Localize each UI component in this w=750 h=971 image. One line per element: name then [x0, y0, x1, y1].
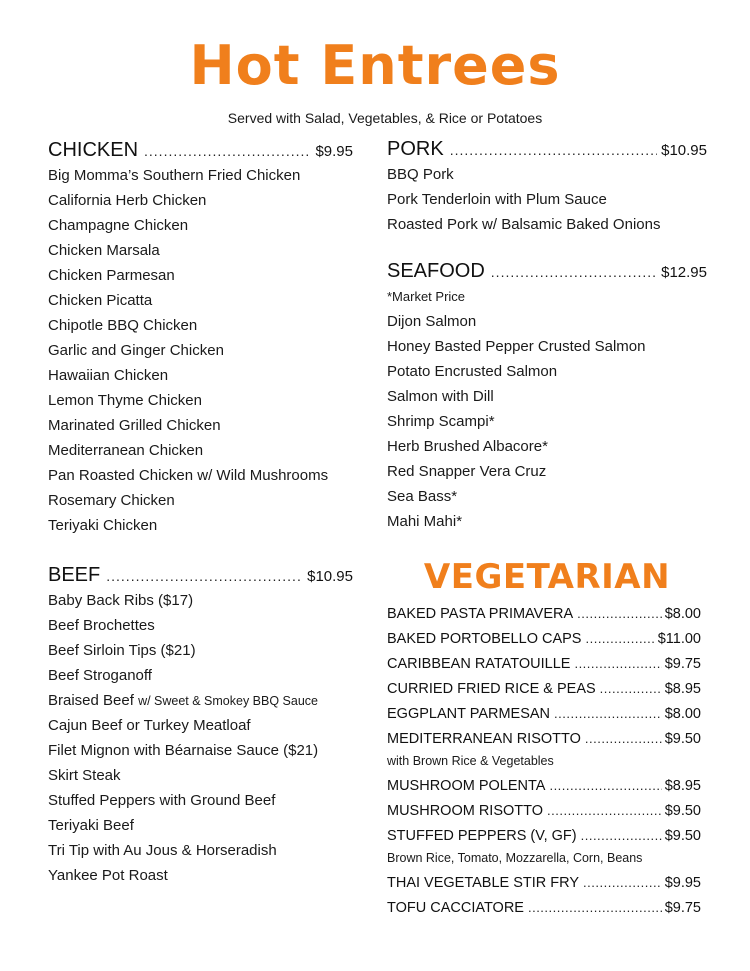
list-item: Mediterranean Chicken [48, 442, 204, 459]
list-item: Red Snapper Vera Cruz [387, 463, 547, 480]
list-item: Salmon with Dill [387, 388, 494, 405]
item-price: $8.00 [664, 606, 701, 622]
list-item: Garlic and Ginger Chicken [48, 342, 224, 359]
item-name: MUSHROOM POLENTA [387, 778, 546, 794]
list-item: Roasted Pork w/ Balsamic Baked Onions [387, 216, 661, 233]
list-item: Cajun Beef or Turkey Meatloaf [48, 717, 251, 734]
list-item: Pork Tenderloin with Plum Sauce [387, 191, 607, 208]
list-item: Chicken Marsala [48, 242, 160, 259]
leader-dots [581, 823, 662, 848]
list-item: Stuffed Peppers with Ground Beef [48, 792, 276, 809]
list-item: Herb Brushed Albacore* [387, 438, 548, 455]
list-item: Baby Back Ribs ($17) [48, 592, 194, 609]
item-name: BAKED PASTA PRIMAVERA [387, 606, 574, 622]
item-price: $8.95 [664, 778, 701, 794]
chicken-price: $9.95 [315, 143, 353, 160]
vegetarian-item [387, 870, 701, 895]
list-item: Potato Encrusted Salmon [387, 363, 558, 380]
left-column [48, 138, 353, 888]
list-item: Teriyaki Beef [48, 817, 134, 834]
leader-dots [574, 651, 661, 676]
chicken-list [48, 163, 353, 538]
chicken-section [48, 138, 353, 538]
item-name: EGGPLANT PARMESAN [387, 706, 551, 722]
list-item: Marinated Grilled Chicken [48, 417, 221, 434]
leader-dots [491, 260, 657, 284]
item-name: CARIBBEAN RATATOUILLE [387, 656, 571, 672]
vegetarian-item [387, 726, 701, 751]
list-item: Chicken Parmesan [48, 267, 175, 284]
chicken-heading: CHICKEN [48, 139, 139, 161]
leader-dots [585, 726, 662, 751]
pork-list [387, 162, 707, 237]
beef-heading: BEEF [48, 564, 101, 586]
vegetarian-item [387, 823, 701, 848]
vegetarian-title: VEGETARIAN [423, 557, 671, 597]
item-note: with Brown Rice & Vegetables [387, 754, 554, 768]
vegetarian-item [387, 773, 701, 798]
list-item: Shrimp Scampi* [387, 413, 495, 430]
leader-dots [144, 139, 311, 163]
list-item: Tri Tip with Au Jous & Horseradish [48, 842, 277, 859]
page-title: Hot Entrees [189, 34, 561, 97]
item-name: STUFFED PEPPERS (V, GF) [387, 828, 577, 844]
item-price: $11.00 [657, 631, 701, 647]
item-name: CURRIED FRIED RICE & PEAS [387, 681, 596, 697]
list-item: Beef Stroganoff [48, 667, 152, 684]
chicken-header [48, 138, 353, 163]
seafood-price: $12.95 [661, 264, 707, 281]
item-price: $9.95 [664, 875, 701, 891]
pork-header [387, 137, 707, 162]
list-item: Beef Brochettes [48, 617, 155, 634]
leader-dots [549, 773, 661, 798]
list-item: Pan Roasted Chicken w/ Wild Mushrooms [48, 467, 329, 484]
leader-dots [585, 626, 654, 651]
item-price: $8.00 [664, 706, 701, 722]
braised-beef-note: w/ Sweet & Smokey BBQ Sauce [138, 694, 319, 708]
pork-heading: PORK [387, 138, 444, 160]
list-item: Chipotle BBQ Chicken [48, 317, 198, 334]
leader-dots [554, 701, 662, 726]
list-item: Yankee Pot Roast [48, 867, 168, 884]
item-price: $8.95 [664, 681, 701, 697]
list-item: Lemon Thyme Chicken [48, 392, 202, 409]
list-item: California Herb Chicken [48, 192, 207, 209]
braised-beef-label: Braised Beef [48, 692, 134, 709]
beef-list [48, 588, 353, 888]
right-column [387, 137, 707, 534]
vegetarian-item [387, 676, 701, 701]
vegetarian-item [387, 626, 701, 651]
leader-dots [583, 870, 662, 895]
item-note: Brown Rice, Tomato, Mozzarella, Corn, Beans [387, 851, 643, 865]
vegetarian-item [387, 701, 701, 726]
vegetarian-item [387, 895, 701, 920]
list-item: Beef Sirloin Tips ($21) [48, 642, 196, 659]
item-price: $9.50 [664, 731, 701, 747]
item-name: THAI VEGETABLE STIR FRY [387, 875, 580, 891]
list-item [48, 688, 353, 713]
seafood-heading: SEAFOOD [387, 260, 485, 282]
list-item: Champagne Chicken [48, 217, 189, 234]
seafood-header [387, 259, 707, 284]
item-price: $9.50 [664, 828, 701, 844]
beef-section [48, 563, 353, 888]
item-price: $9.75 [664, 656, 701, 672]
seafood-section [387, 259, 707, 534]
leader-dots [106, 564, 303, 588]
list-item: Teriyaki Chicken [48, 517, 158, 534]
list-item: Sea Bass* [387, 488, 458, 505]
vegetarian-item [387, 798, 701, 823]
leader-dots [600, 676, 662, 701]
vegetarian-item [387, 651, 701, 676]
list-item: Dijon Salmon [387, 313, 477, 330]
vegetarian-item [387, 601, 701, 626]
list-item: Filet Mignon with Béarnaise Sauce ($21) [48, 742, 319, 759]
leader-dots [528, 895, 662, 920]
item-name: BAKED PORTOBELLO CAPS [387, 631, 582, 647]
item-name: TOFU CACCIATORE [387, 900, 524, 916]
vegetarian-list [387, 601, 701, 920]
pork-section [387, 137, 707, 237]
leader-dots [450, 138, 657, 162]
leader-dots [577, 601, 662, 626]
pork-price: $10.95 [661, 142, 707, 159]
item-price: $9.50 [664, 803, 701, 819]
list-item: Big Momma’s Southern Fried Chicken [48, 167, 301, 184]
item-name: MUSHROOM RISOTTO [387, 803, 544, 819]
list-item: Rosemary Chicken [48, 492, 175, 509]
list-item: Hawaiian Chicken [48, 367, 169, 384]
list-item: BBQ Pork [387, 166, 454, 183]
market-price-note: *Market Price [387, 289, 466, 304]
list-item: Skirt Steak [48, 767, 121, 784]
item-name: MEDITERRANEAN RISOTTO [387, 731, 581, 747]
page-subtitle: Served with Salad, Vegetables, & Rice or Potatoes [227, 110, 543, 126]
item-price: $9.75 [664, 900, 701, 916]
list-item: Honey Basted Pepper Crusted Salmon [387, 338, 646, 355]
list-item: Chicken Picatta [48, 292, 153, 309]
list-item: Mahi Mahi* [387, 513, 463, 530]
leader-dots [547, 798, 662, 823]
beef-header [48, 563, 353, 588]
seafood-list [387, 284, 707, 534]
beef-price: $10.95 [307, 568, 353, 585]
